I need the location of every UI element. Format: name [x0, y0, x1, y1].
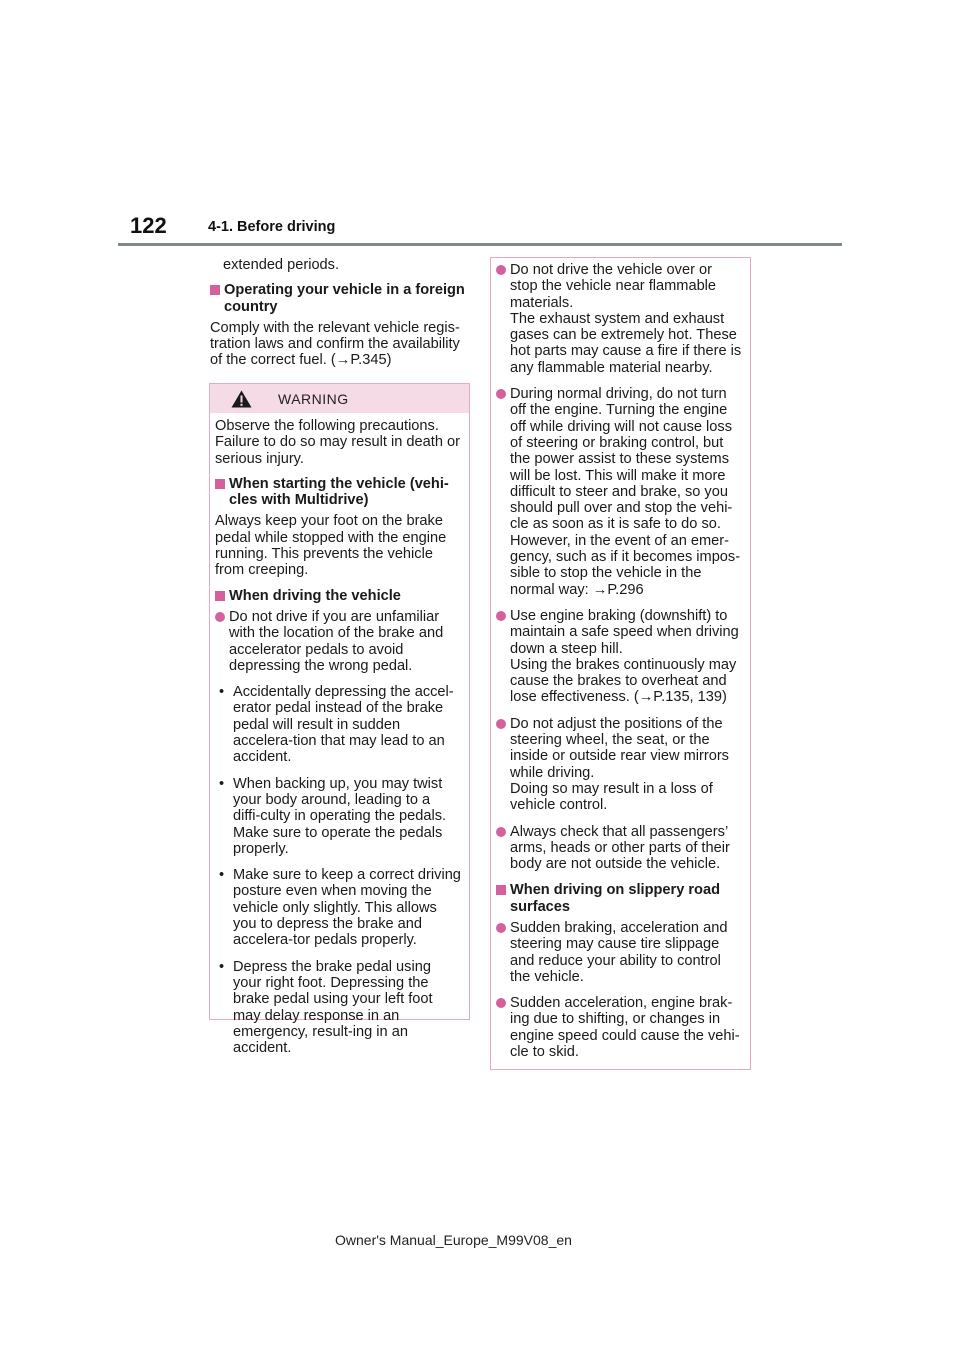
bullet-item — [496, 608, 742, 706]
warning-triangle-icon — [231, 390, 252, 408]
header-rule — [118, 243, 842, 246]
bullet-item — [496, 995, 742, 1060]
sub-text: Depress the brake pedal using your right foot. Depressing the brake pedal using your left foot may delay response in an emergency, result-ing in an accident. — [233, 958, 433, 1057]
bullet-icon — [496, 389, 506, 399]
warning-heading-starting — [215, 476, 461, 509]
square-marker-icon — [215, 479, 225, 489]
warning-paragraph: Always keep your foot on the brake pedal while stopped with the engine running. This prevents the vehicle from creeping. — [215, 513, 447, 579]
square-marker-icon — [210, 285, 220, 295]
warning-header — [210, 384, 469, 413]
bullet-item — [496, 920, 742, 985]
bullet-text: Use engine braking (downshift) to maintain a safe speed when driving down a steep hill. — [510, 607, 739, 657]
heading-text: When driving on slippery road surfaces — [510, 882, 721, 915]
heading-text: When starting the vehicle (vehi-cles with Multidrive) — [229, 475, 449, 509]
page-number: 122 — [130, 213, 167, 238]
bullet-icon — [215, 612, 225, 622]
sub-bullet-mark: • — [219, 684, 225, 701]
sub-item — [215, 959, 461, 1057]
sub-bullet-mark: • — [219, 867, 225, 884]
footer-text: Owner's Manual_Europe_M99V08_en — [335, 1232, 572, 1248]
bullet-item — [496, 262, 742, 376]
bullet-icon — [496, 611, 506, 621]
sub-item — [215, 776, 461, 857]
bullet-icon — [496, 827, 506, 837]
bullet-item — [496, 824, 742, 873]
bullet-icon — [496, 265, 506, 275]
bullet-text: Do not drive the vehicle over or stop the vehicle near flammable materials. — [510, 262, 717, 311]
sub-bullet-mark: • — [219, 775, 225, 792]
warning-box-right — [490, 257, 751, 1070]
section-heading — [210, 282, 468, 315]
bullet-text: Do not drive if you are unfamiliar with the location of the brake and accelerator pedals to avoid depressing the wrong pedal. — [229, 608, 444, 674]
bullet-item — [496, 386, 742, 598]
heading-text: When driving the vehicle — [229, 587, 401, 604]
sub-bullet-mark: • — [219, 958, 225, 975]
bullet-text: Always check that all passengers’ arms, heads or other parts of their body are not outside the vehicle. — [510, 823, 730, 873]
bullet-text-continued: Using the brakes continuously may cause the brakes to overheat and lose effectiveness. (→P.135, 139) — [510, 656, 737, 706]
left-column — [210, 257, 468, 378]
sub-item — [215, 867, 461, 948]
bullet-text-continued: The exhaust system and exhaust gases can be extremely hot. These hot parts may cause a fire if there is any flammable material nearby. — [510, 310, 742, 376]
sub-text: Accidentally depressing the accel-erator pedal instead of the brake pedal will result in sudden accelera-tion that may lead to an accident. — [233, 684, 454, 766]
bullet-icon — [496, 998, 506, 1008]
bullet-icon — [496, 719, 506, 729]
square-marker-icon — [215, 591, 225, 601]
bullet-item — [496, 716, 742, 814]
bullet-item — [215, 609, 461, 674]
bullet-text: Sudden braking, acceleration and steering may cause tire slippage and reduce your ability to control the vehicle. — [510, 919, 728, 985]
warning-heading-slippery — [496, 882, 742, 915]
sub-item — [215, 684, 461, 765]
sub-text: Make sure to keep a correct driving posture even when moving the vehicle only slightly. This allows you to depress the brake and accelera-tor pedals properly. — [233, 867, 461, 949]
heading-text: Operating your vehicle in a foreign country — [224, 282, 465, 315]
warning-intro: Observe the following precautions. Failure to do so may result in death or serious injury. — [215, 418, 460, 467]
bullet-text: During normal driving, do not turn off the engine. Turning the engine off while driving will not cause loss of steering or braking control, but the power assist to these systems will be lost. This will make it more difficult to steer and brake, so you should pull over and stop the vehi-cle as soon as it is safe to do so. However, in the event of an emer-gency, such as if it becomes impos-sible to stop the vehicle in the normal way: →P.296 — [510, 386, 741, 598]
bullet-text: Sudden acceleration, engine brak-ing due to shifting, or changes in engine speed could cause the vehi-cle to skid. — [510, 995, 740, 1061]
square-marker-icon — [496, 885, 506, 895]
warning-box-left — [209, 383, 470, 1057]
bullet-icon — [496, 923, 506, 933]
body-paragraph: Comply with the relevant vehicle regis-tration laws and confirm the availability of the correct fuel. (→P.345) — [210, 319, 460, 369]
continuation-text: extended periods. — [223, 257, 340, 273]
bullet-text-continued: Doing so may result in a loss of vehicle control. — [510, 780, 713, 814]
bullet-text: Do not adjust the positions of the steering wheel, the seat, or the inside or outside rear view mirrors while driving. — [510, 715, 729, 781]
warning-title: WARNING — [278, 391, 349, 407]
warning-heading-driving — [215, 588, 461, 604]
section-title: 4-1. Before driving — [208, 219, 336, 235]
sub-text: When backing up, you may twist your body around, leading to a diffi-culty in operating the pedals. Make sure to operate the pedals properly. — [233, 775, 447, 857]
